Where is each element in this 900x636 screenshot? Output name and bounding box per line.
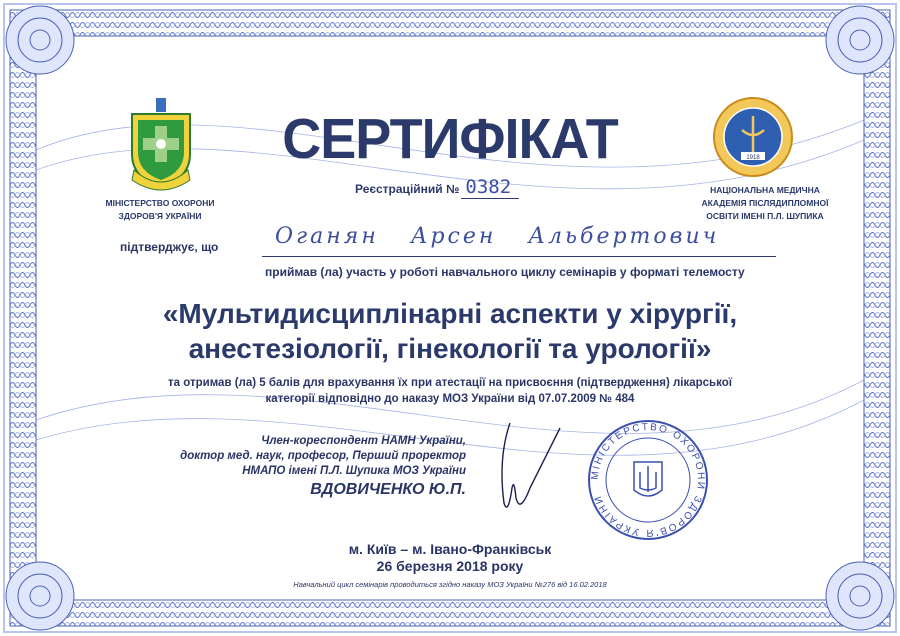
svg-text:МІНІСТЕРСТВО ОХОРОНИ ЗДОРОВ'Я: МІНІСТЕРСТВО ОХОРОНИ ЗДОРОВ'Я УКРАЇНИ <box>589 421 707 539</box>
signature <box>490 418 570 518</box>
certificate-title: СЕРТИФІКАТ <box>282 107 618 171</box>
svg-text:1918: 1918 <box>746 155 760 161</box>
registration-number: Реєстраційний № 0382 <box>355 176 519 199</box>
signatory-title: Член-кореспондент НАМН України, доктор мед. наук, професор, Перший проректор НМАПО імені П.Л. Шупика МОЗ України <box>180 435 466 477</box>
official-stamp <box>586 418 710 542</box>
course-title-line1: «Мультидисциплінарні аспекти у хірургії, <box>162 298 738 329</box>
name-underline <box>262 256 776 257</box>
points-text-line1: та отримав (ла) 5 балів для врахування їх при атестації на присвоєння (підтвердження) лікарської <box>168 377 732 389</box>
date: 26 березня 2018 року <box>376 558 524 574</box>
confirms-label: підтверджує, що <box>120 240 219 254</box>
place: м. Київ – м. Івано-Франківськ <box>348 541 552 557</box>
recipient-name: Оганян Арсен Альбертович <box>275 224 720 249</box>
ministry-name: МІНІСТЕРСТВО ОХОРОНИ ЗДОРОВ'Я УКРАЇНИ <box>105 198 215 221</box>
participation-text: приймав (ла) участь у роботі навчального циклу семінарів у форматі телемосту <box>265 265 745 279</box>
footnote: Навчальний цикл семінарів проводиться згідно наказу МОЗ України №276 від 16.02.2018 <box>293 580 607 589</box>
signatory-name: ВДОВИЧЕНКО Ю.П. <box>310 481 466 498</box>
points-text-line2: категорії відповідно до наказу МОЗ України від 07.07.2009 № 484 <box>265 393 635 405</box>
course-title-line2: анестезіології, гінекології та урології» <box>188 333 712 364</box>
academy-name: НАЦІОНАЛЬНА МЕДИЧНА АКАДЕМІЯ ПІСЛЯДИПЛОМНОЇ ОСВІТИ ІМЕНІ П.Л. ШУПИКА <box>701 185 829 221</box>
